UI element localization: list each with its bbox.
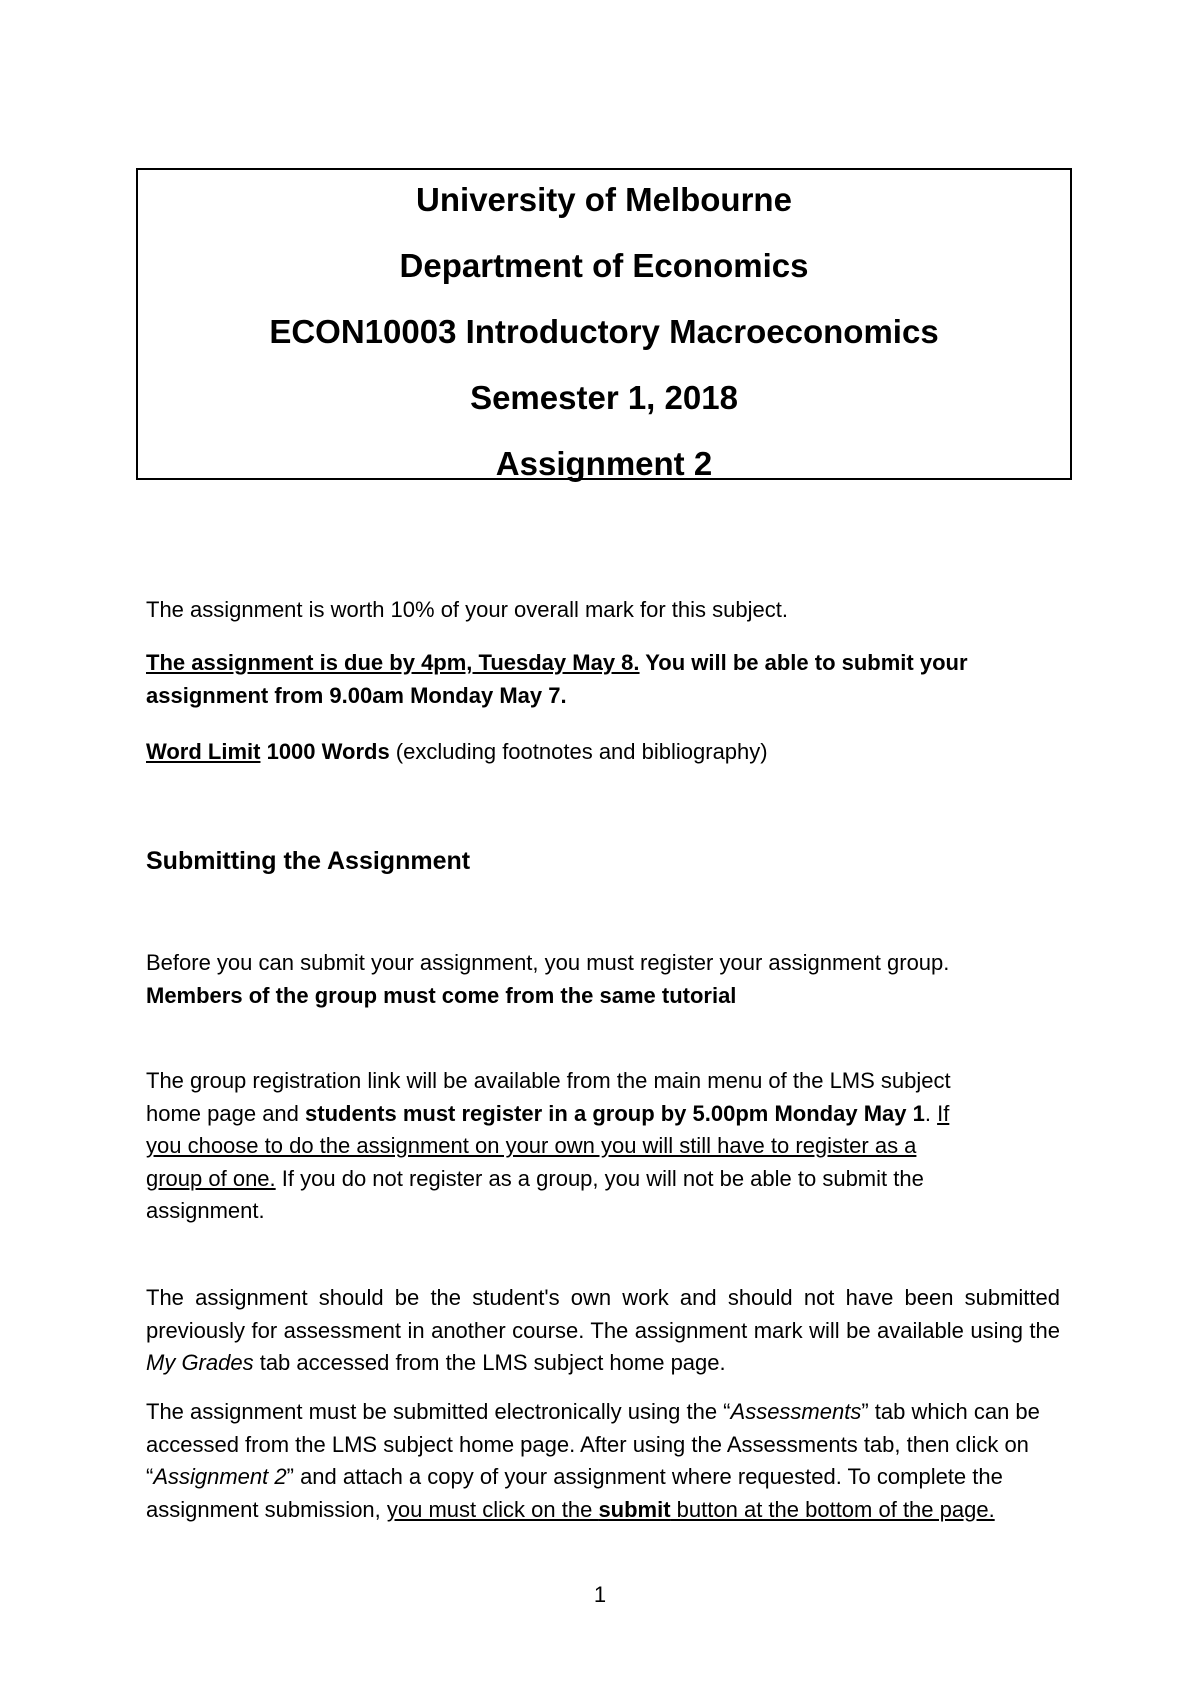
- assignment-2-link: Assignment 2: [153, 1464, 287, 1489]
- section-heading: Submitting the Assignment: [146, 847, 471, 875]
- submit-keyword: submit: [598, 1496, 671, 1522]
- worth-paragraph: The assignment is worth 10% of your overall mark for this subject.: [146, 597, 788, 622]
- due-date: The assignment is due by 4pm, Tuesday May 8.: [146, 650, 640, 675]
- page-number: 1: [593, 1582, 607, 1607]
- same-tutorial-note: Members of the group must come from the same tutorial: [146, 982, 737, 1008]
- word-limit-label: Word Limit: [146, 739, 261, 764]
- my-grades-tab: My Grades: [146, 1350, 254, 1375]
- semester-label: Semester 1, 2018: [470, 379, 738, 416]
- title-box: [136, 168, 1072, 480]
- group-link-paragraph: The group registration link will be available from the main menu of the LMS subject home page and students must register in a group by 5.00pm Monday May 1. If you choose to do the assignment on your own you will still have to register as a group of one. If you do not register as a group, you will not be able to submit the assignment.: [146, 1068, 951, 1223]
- submission-paragraph: The assignment must be submitted electronically using the “Assessments” tab which can be accessed from the LMS subject home page. After using the Assessments tab, then click on “Assignment 2” and attach a copy of your assignment where requested. To complete the assignment submission, you must click on the submit button at the bottom of the page.: [146, 1399, 1040, 1522]
- course-title: ECON10003 Introductory Macroeconomics: [269, 313, 939, 350]
- due-paragraph: The assignment is due by 4pm, Tuesday May 8. You will be able to submit your assignment from 9.00am Monday May 7.: [146, 650, 968, 708]
- word-limit-paragraph: Word Limit 1000 Words (excluding footnotes and bibliography): [146, 739, 768, 764]
- department-name: Department of Economics: [399, 247, 809, 284]
- registration-paragraph: Before you can submit your assignment, you must register your assignment group. Members of the group must come from the same tutorial: [146, 950, 950, 1008]
- assignment-title: Assignment 2: [495, 445, 713, 482]
- assessments-tab: Assessments: [730, 1399, 862, 1424]
- word-limit-value: 1000 Words: [260, 739, 390, 764]
- registration-deadline: students must register in a group by 5.00pm Monday May 1: [305, 1100, 925, 1126]
- own-work-paragraph: The assignment should be the student's own work and should not have been submitted previously for assessment in another course. The assignment mark will be available using the My Grades tab accessed from the LMS subject home page.: [146, 1285, 1060, 1375]
- university-name: University of Melbourne: [416, 181, 792, 218]
